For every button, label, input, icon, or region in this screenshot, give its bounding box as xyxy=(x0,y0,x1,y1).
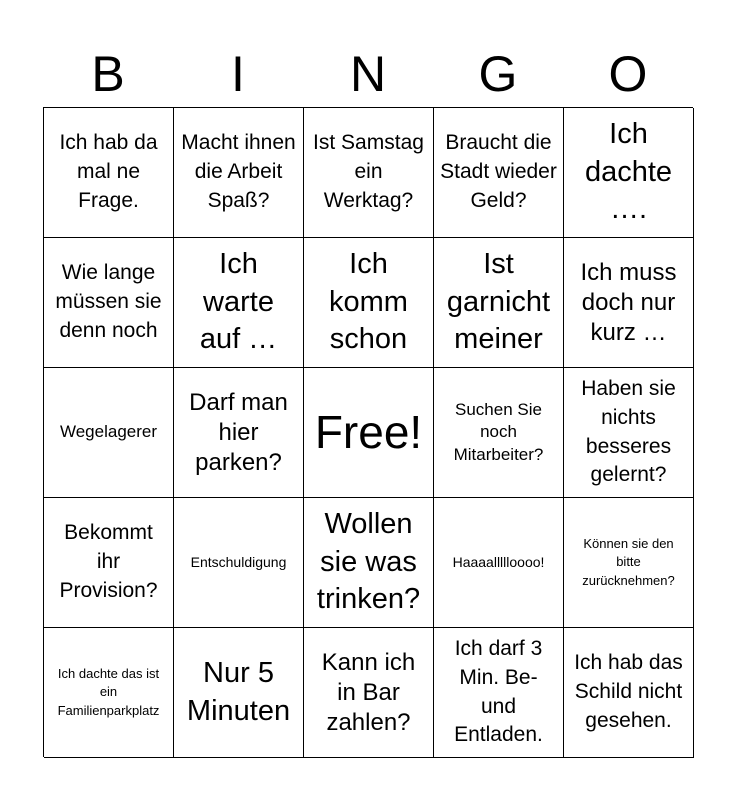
cell-text: Ich hab da mal ne Frage. xyxy=(59,131,158,212)
cell-text: Haaaallllloooo! xyxy=(452,554,545,571)
bingo-cell-r2c1[interactable] xyxy=(44,238,174,368)
bingo-cell-r5c5[interactable] xyxy=(564,628,694,758)
cell-text: Ich dachte …. xyxy=(584,117,673,226)
cell-text: Ist Samstag ein Werktag? xyxy=(313,131,424,212)
bingo-cell-r1c3[interactable] xyxy=(304,108,434,238)
bingo-cell-free[interactable] xyxy=(304,368,434,498)
cell-text: Haben sie nichts besseres gelernt? xyxy=(581,376,676,487)
header-letter-o: O xyxy=(608,46,648,102)
bingo-cell-r3c4[interactable] xyxy=(434,368,564,498)
bingo-cell-r4c5[interactable] xyxy=(564,498,694,628)
cell-text: Ich muss doch nur kurz … xyxy=(580,258,677,346)
bingo-cell-r5c1[interactable] xyxy=(44,628,174,758)
bingo-cell-r5c4[interactable] xyxy=(434,628,564,758)
bingo-cell-r3c1[interactable] xyxy=(44,368,174,498)
cell-text: Ich komm schon xyxy=(329,247,408,356)
bingo-cell-r3c5[interactable] xyxy=(564,368,694,498)
bingo-cell-r4c4[interactable] xyxy=(434,498,564,628)
bingo-cell-r1c4[interactable] xyxy=(434,108,564,238)
cell-text: Kann ich in Bar zahlen? xyxy=(321,648,416,736)
cell-text: Ich warte auf … xyxy=(199,247,278,356)
bingo-cell-r2c5[interactable] xyxy=(564,238,694,368)
cell-text: Ich darf 3 Min. Be- und Entladen. xyxy=(454,636,543,747)
bingo-cell-r4c2[interactable] xyxy=(174,498,304,628)
cell-text: Free! xyxy=(314,406,423,459)
bingo-cell-r5c3[interactable] xyxy=(304,628,434,758)
cell-text: Darf man hier parken? xyxy=(189,388,288,476)
header-letter-g: G xyxy=(478,46,518,102)
bingo-card xyxy=(43,107,693,757)
bingo-cell-r1c2[interactable] xyxy=(174,108,304,238)
cell-text: Bekommt ihr Provision? xyxy=(59,521,158,602)
cell-text: Ist garnicht meiner xyxy=(446,247,551,356)
cell-text: Macht ihnen die Arbeit Spaß? xyxy=(181,131,296,212)
bingo-cell-r4c1[interactable] xyxy=(44,498,174,628)
bingo-cell-r1c1[interactable] xyxy=(44,108,174,238)
cell-text: Wollen sie was trinken? xyxy=(316,507,421,616)
bingo-cell-r3c2[interactable] xyxy=(174,368,304,498)
cell-text: Ich dachte das ist ein Familienparkplatz xyxy=(57,666,160,718)
cell-text: Ich hab das Schild nicht gesehen. xyxy=(574,651,683,732)
cell-text: Nur 5 Minuten xyxy=(186,656,291,727)
bingo-cell-r4c3[interactable] xyxy=(304,498,434,628)
bingo-cell-r1c5[interactable] xyxy=(564,108,694,238)
cell-text: Braucht die Stadt wieder Geld? xyxy=(440,131,557,212)
bingo-cell-r2c3[interactable] xyxy=(304,238,434,368)
header-letter-n: N xyxy=(349,46,387,102)
cell-text: Suchen Sie noch Mitarbeiter? xyxy=(453,400,544,464)
cell-text: Wegelagerer xyxy=(59,422,158,442)
cell-text: Entschuldigung xyxy=(190,554,287,571)
bingo-cell-r2c4[interactable] xyxy=(434,238,564,368)
cell-text: Wie lange müssen sie denn noch xyxy=(55,261,162,342)
bingo-header xyxy=(43,40,693,108)
cell-text: Können sie den bitte zurücknehmen? xyxy=(582,536,675,588)
bingo-cell-r5c2[interactable] xyxy=(174,628,304,758)
header-letter-b: B xyxy=(91,46,125,102)
header-letter-i: I xyxy=(231,46,245,102)
bingo-cell-r2c2[interactable] xyxy=(174,238,304,368)
